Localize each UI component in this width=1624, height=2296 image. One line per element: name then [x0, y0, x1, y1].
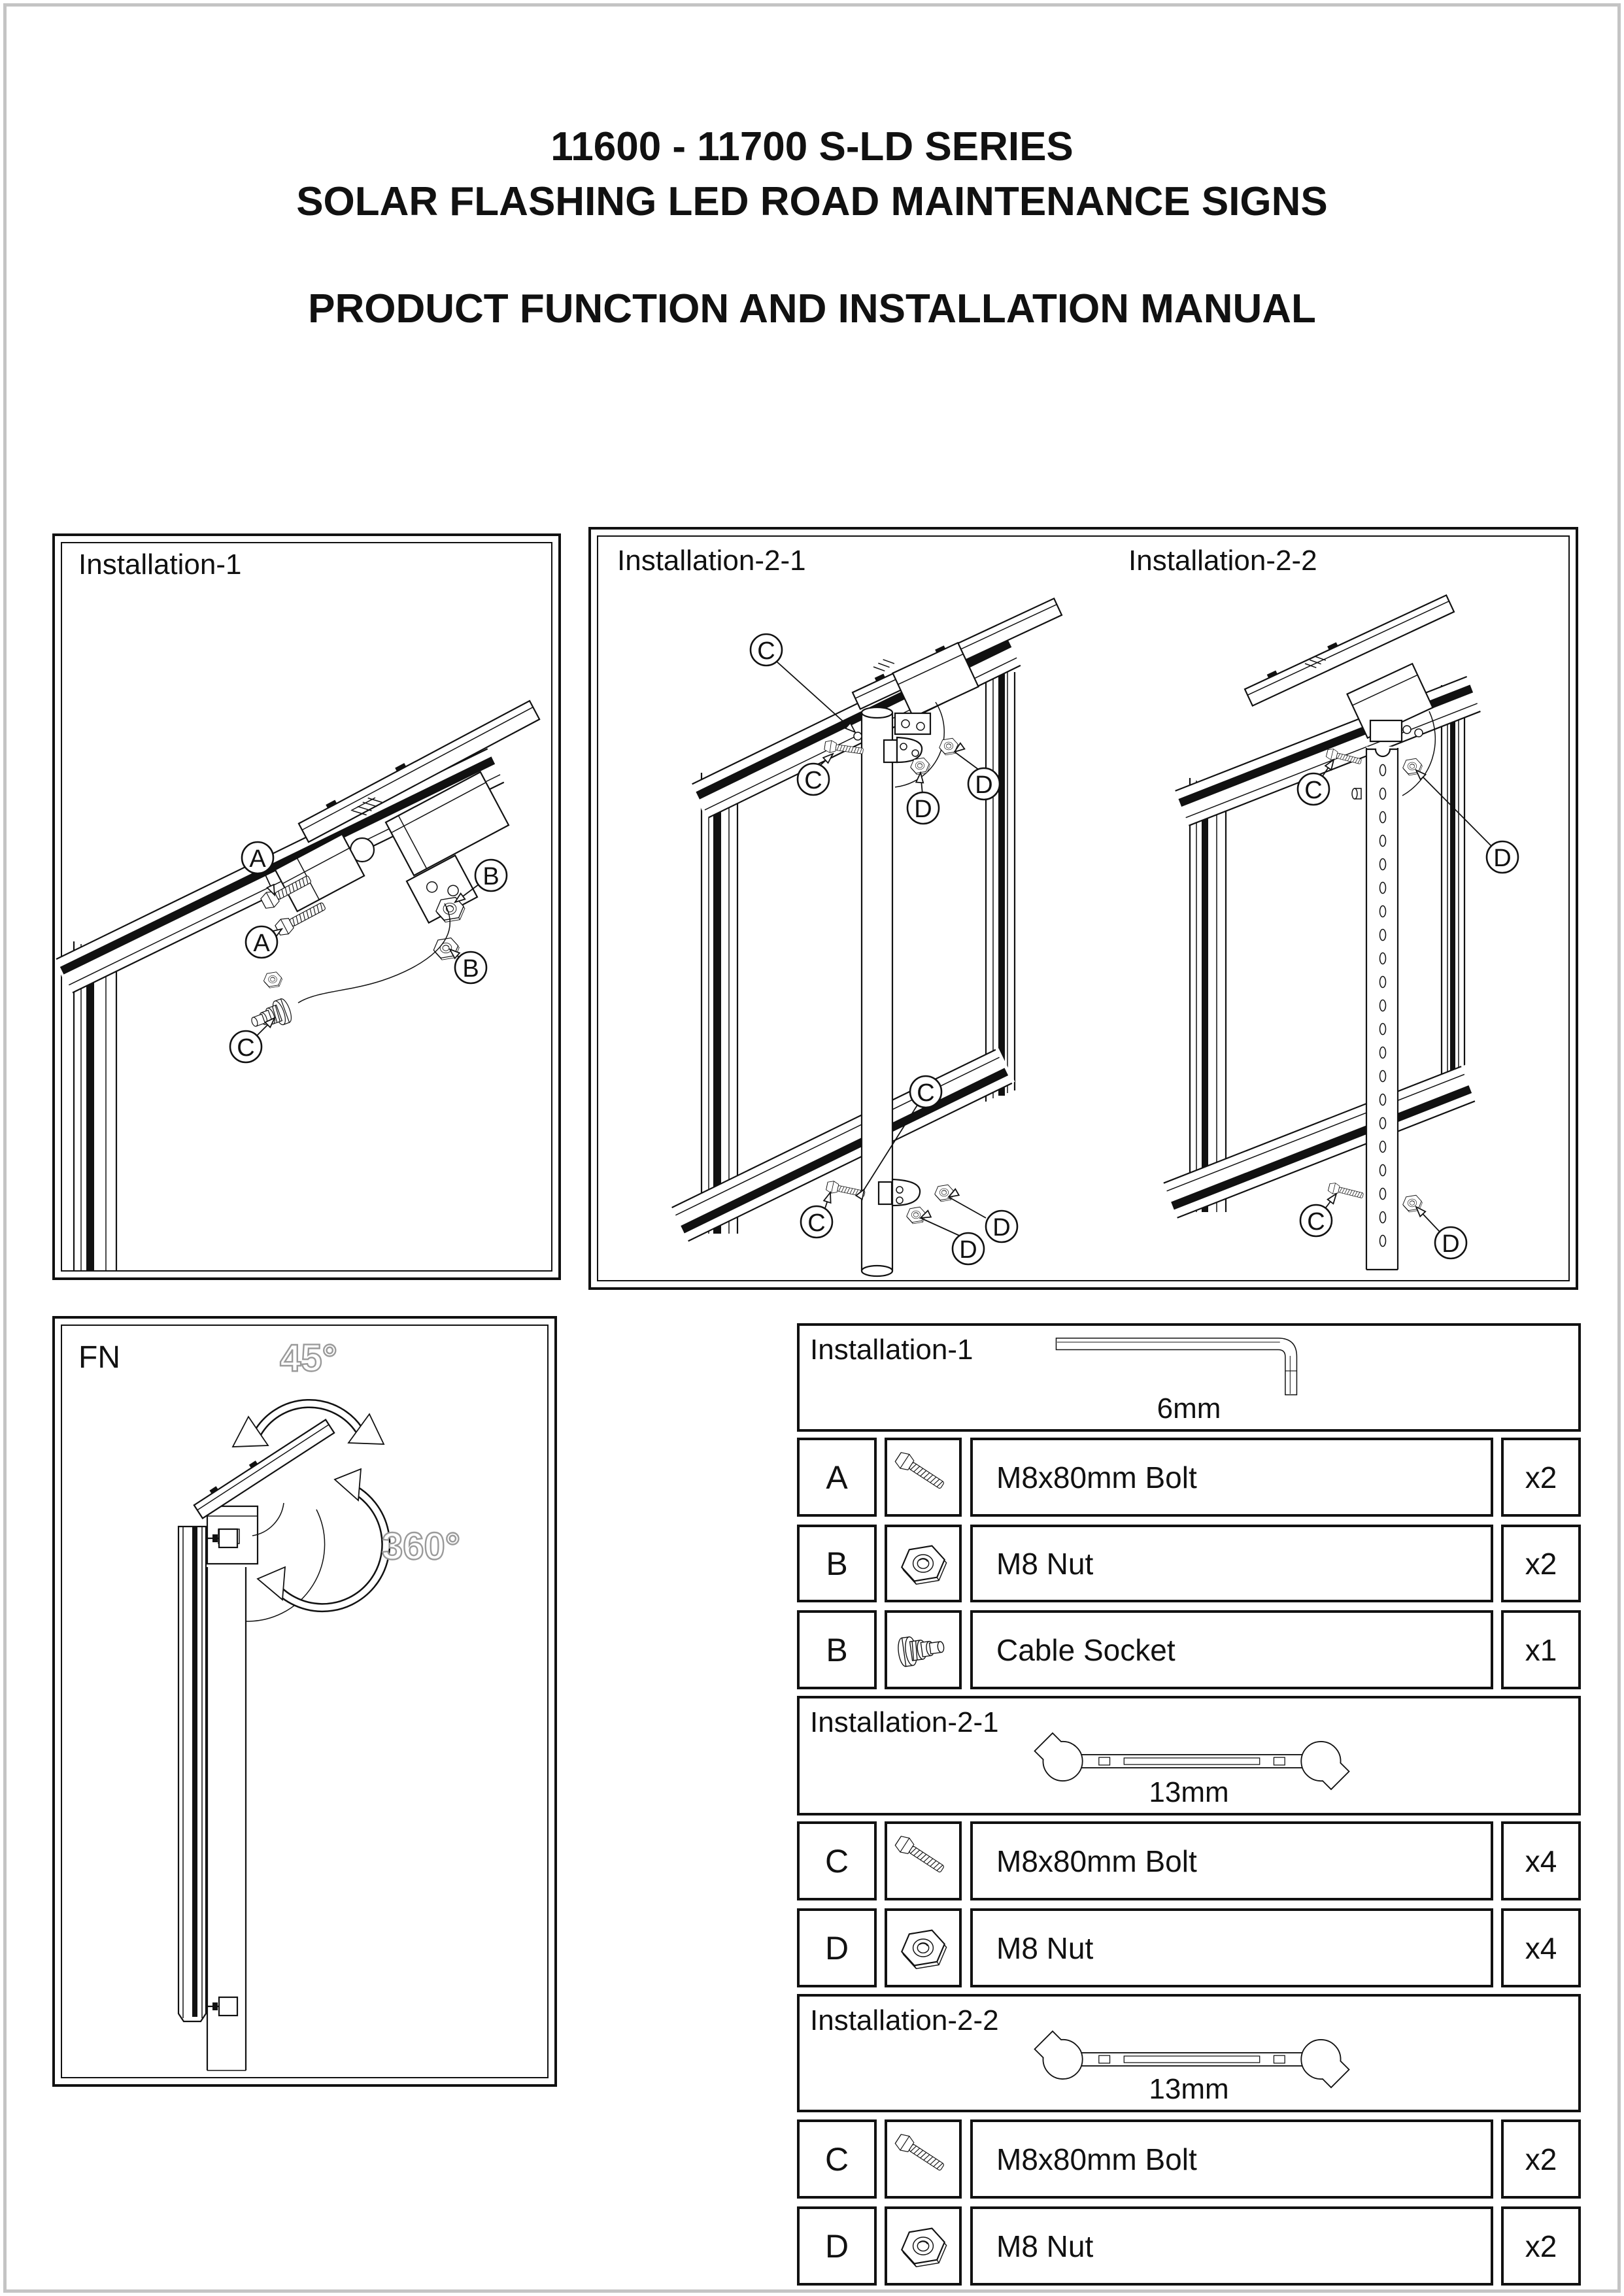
part-letter-a: A: [797, 1438, 877, 1517]
part-qty-a: x2: [1501, 1438, 1581, 1517]
part-qty-c1: x4: [1501, 1821, 1581, 1900]
part-icon-bolt-c2: [885, 2119, 962, 2199]
callout-c-22-bottom: [1300, 1205, 1332, 1236]
table-header-installation-2-2: [797, 1994, 1581, 2112]
mount-block-21: [895, 713, 930, 734]
part-desc-d1: M8 Nut: [970, 1908, 1493, 1987]
hex-key-size: 6mm: [1157, 1393, 1221, 1425]
panel-fn: [52, 1316, 557, 2087]
top-clamp-21: [884, 737, 922, 762]
part-desc-b1: M8 Nut: [970, 1525, 1493, 1602]
u-channel-post-22: [1366, 747, 1398, 1270]
cable-socket: [248, 997, 294, 1034]
part-letter-c1: C: [797, 1821, 877, 1900]
callout-d-22-top: [1487, 841, 1518, 873]
part-icon-nut-d2: [885, 2206, 962, 2286]
svg-text:D: D: [959, 1236, 977, 1264]
callout-d-21-right: [968, 768, 1000, 800]
part-qty-b1: x2: [1501, 1525, 1581, 1602]
svg-text:D: D: [992, 1214, 1011, 1241]
svg-text:C: C: [804, 767, 822, 794]
part-qty-d1: x4: [1501, 1908, 1581, 1987]
panel-installation-2: [588, 527, 1578, 1290]
callout-c-21-b2: [801, 1206, 832, 1238]
callout-a-2: [246, 926, 277, 958]
sign-left-edge-21: [702, 773, 737, 1234]
part-letter-b2: B: [797, 1610, 877, 1689]
part-desc-a: M8x80mm Bolt: [970, 1438, 1493, 1517]
part-letter-b1: B: [797, 1525, 877, 1602]
callout-d-22-bottom: [1435, 1227, 1466, 1258]
svg-text:A: A: [253, 930, 270, 957]
bottom-clamp-21: [879, 1179, 920, 1206]
fn-bottom-bracket: [206, 1997, 237, 2016]
part-desc-c2: M8x80mm Bolt: [970, 2119, 1493, 2199]
part-desc-b2: Cable Socket: [970, 1610, 1493, 1689]
installation-2-1-drawing: [669, 595, 1062, 1276]
table-header-installation-2-2-label: Installation-2-2: [810, 2004, 999, 2036]
wrench-size-22: 13mm: [1149, 2073, 1229, 2105]
panel-installation-1-label: Installation-1: [78, 549, 242, 581]
svg-text:B: B: [462, 955, 479, 983]
part-icon-socket-b2: [885, 1610, 962, 1689]
installation-2-2-drawing: [1161, 592, 1518, 1270]
part-qty-b2: x1: [1501, 1610, 1581, 1689]
svg-text:C: C: [917, 1079, 935, 1107]
svg-text:D: D: [975, 771, 993, 799]
svg-text:C: C: [757, 637, 775, 665]
callout-d-21-b2: [986, 1211, 1017, 1242]
page-title-manual: PRODUCT FUNCTION AND INSTALLATION MANUAL: [308, 286, 1316, 331]
panel-installation-2-1-label: Installation-2-1: [617, 545, 806, 577]
fn-pole: [207, 1567, 246, 2070]
sign-bottom-rail-22: [1161, 1065, 1479, 1219]
part-qty-c2: x2: [1501, 2119, 1581, 2199]
part-desc-d2: M8 Nut: [970, 2206, 1493, 2286]
fn-diagram: [55, 1319, 560, 2089]
callout-d-21-b1: [953, 1233, 984, 1264]
callout-c-21-b1: [910, 1076, 941, 1107]
svg-text:C: C: [1304, 777, 1323, 804]
installation-1-diagram: [55, 536, 564, 1283]
callout-b-1: [475, 860, 507, 891]
page-title-series: 11600 - 11700 S-LD SERIES: [550, 124, 1074, 169]
part-icon-bolt-c1: [885, 1821, 962, 1900]
table-header-installation-1: [797, 1323, 1581, 1432]
sign-left-edge-22: [1190, 778, 1226, 1212]
tilt-angle-label: 45°: [280, 1337, 337, 1379]
page-title-product: SOLAR FLASHING LED ROAD MAINTENANCE SIGNS: [296, 179, 1328, 224]
callout-c-21-mid: [798, 764, 829, 795]
part-letter-c2: C: [797, 2119, 877, 2199]
table-header-installation-2-1-label: Installation-2-1: [810, 1706, 999, 1738]
panel-fn-label: FN: [78, 1340, 120, 1375]
part-letter-d2: D: [797, 2206, 877, 2286]
sign-right-edge-22: [1442, 685, 1464, 1110]
part-letter-d1: D: [797, 1908, 877, 1987]
sign-left-edge: [74, 941, 116, 1272]
svg-text:D: D: [1493, 845, 1512, 872]
callout-c-22-top: [1298, 773, 1329, 805]
rotation-angle-label: 360°: [382, 1525, 460, 1568]
svg-text:C: C: [807, 1209, 826, 1237]
part-qty-d2: x2: [1501, 2206, 1581, 2286]
leader-lines-22: [1321, 760, 1491, 1232]
table-header-installation-2-1: [797, 1696, 1581, 1815]
part-icon-nut-b1: [885, 1525, 962, 1602]
svg-text:D: D: [914, 796, 932, 823]
vent-hatch-21: [872, 656, 895, 675]
sign-right-edge-21: [986, 660, 1015, 1102]
panel-installation-1: [52, 533, 561, 1280]
plug-22: [1352, 788, 1361, 799]
cable-socket-nut: [263, 972, 282, 988]
wrench-size-21: 13mm: [1149, 1776, 1229, 1808]
installation-2-diagrams: [591, 530, 1581, 1292]
callout-c-1: [230, 1031, 262, 1062]
part-icon-bolt-a: [885, 1438, 962, 1517]
svg-text:D: D: [1442, 1230, 1460, 1258]
callout-b-2: [455, 952, 486, 983]
svg-text:A: A: [249, 845, 266, 873]
rotation-arrow-360: [258, 1469, 386, 1608]
fn-sign-edge: [178, 1527, 206, 2021]
svg-text:C: C: [237, 1034, 255, 1062]
sign-bottom-rail-21: [669, 1048, 1015, 1242]
panel-installation-2-2-label: Installation-2-2: [1128, 545, 1317, 577]
callout-a-1: [242, 842, 273, 873]
part-desc-c1: M8x80mm Bolt: [970, 1821, 1493, 1900]
svg-text:C: C: [1307, 1208, 1325, 1236]
callout-c-21-top: [751, 634, 782, 666]
part-icon-nut-d1: [885, 1908, 962, 1987]
bolt-head-21-top: [854, 732, 862, 740]
callout-d-21-mid: [907, 792, 939, 824]
svg-text:B: B: [482, 863, 499, 890]
table-header-installation-1-label: Installation-1: [810, 1334, 973, 1366]
